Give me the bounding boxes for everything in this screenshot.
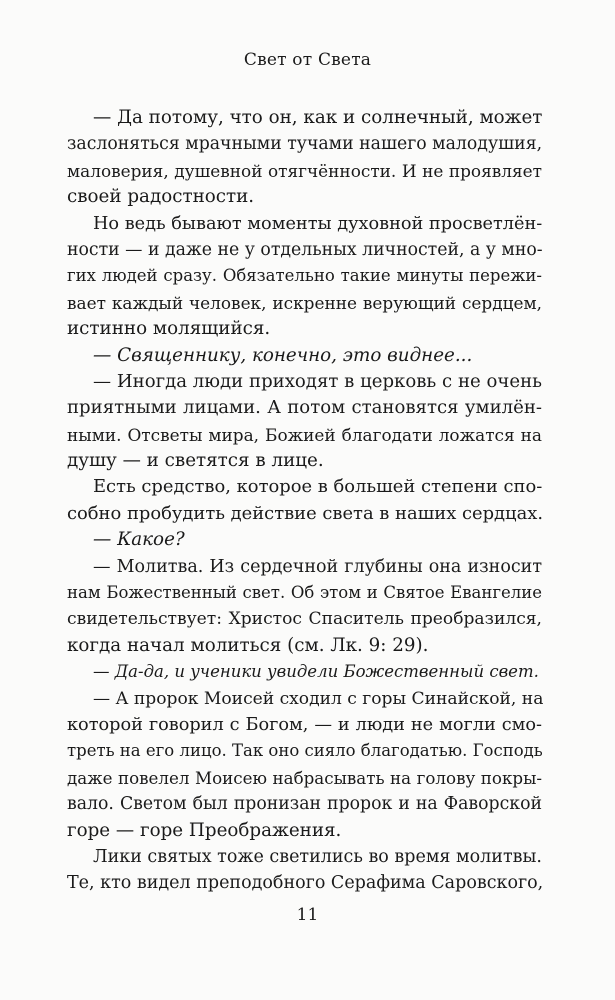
text-line: свидетельствует: Христос Спаситель преобразился, <box>67 609 542 630</box>
text-line: своей радостности. <box>67 186 255 208</box>
text-line: — Молитва. Из сердечной глубины она износит <box>93 556 542 577</box>
text-line: гих людей сразу. Обязательно такие минуты пережи- <box>67 266 542 286</box>
text-line: Те, кто видел преподобного Серафима Саровского, <box>67 873 544 894</box>
text-line: когда начал молиться (см. Лк. 9: 29). <box>67 634 429 656</box>
text-line: истинно молящийся. <box>67 318 271 340</box>
text-line: — Священнику, конечно, это виднее... <box>93 344 473 366</box>
text-line: вает каждый человек, искренне верующий сердцем, <box>67 292 542 313</box>
text-line: — А пророк Моисей сходил с горы Синайской, на <box>93 688 544 709</box>
text-line: — Да потому, что он, как и солнечный, может <box>93 107 543 128</box>
body-text <box>67 105 542 897</box>
text-line: — Какое? <box>93 529 185 551</box>
text-line: душу — и светятся в лице. <box>67 450 324 472</box>
text-line: Лики святых тоже светились во время молитвы. <box>93 846 542 867</box>
text-line: которой говорил с Богом, — и люди не могли смо- <box>67 714 542 735</box>
text-line: Есть средство, которое в большей степени спо- <box>93 476 543 498</box>
text-line: приятными лицами. А потом становятся умилён- <box>67 397 542 419</box>
text-line: заслоняться мрачными тучами нашего малодушия, <box>67 134 543 155</box>
text-line: — Да-да, и ученики увидели Божественный свет. <box>93 662 539 682</box>
page-number: 11 <box>296 905 319 925</box>
text-line: ными. Отсветы мира, Божией благодати ложатся на <box>67 424 542 445</box>
running-head: Свет от Света <box>243 50 372 70</box>
text-line: треть на его лицо. Так оно сияло благодатью. Господь <box>67 741 543 761</box>
text-line: Но ведь бывают моменты духовной просветлён- <box>93 213 543 234</box>
text-line: горе — горе Преображения. <box>67 819 342 841</box>
text-line: собно пробудить действие света в наших сердцах. <box>67 502 544 524</box>
text-line: даже повелел Моисею набрасывать на голову покры- <box>67 767 542 788</box>
text-line: ности — и даже не у отдельных личностей, а у мно- <box>67 239 543 260</box>
text-line: — Иногда люди приходят в церковь с не очень <box>93 370 542 392</box>
text-line: маловерия, душевной отягчённости. И не проявляет <box>67 160 542 181</box>
text-line: нам Божественный свет. Об этом и Святое Евангелие <box>67 583 542 603</box>
text-line: вало. Светом был пронизан пророк и на Фаворской <box>67 794 542 815</box>
